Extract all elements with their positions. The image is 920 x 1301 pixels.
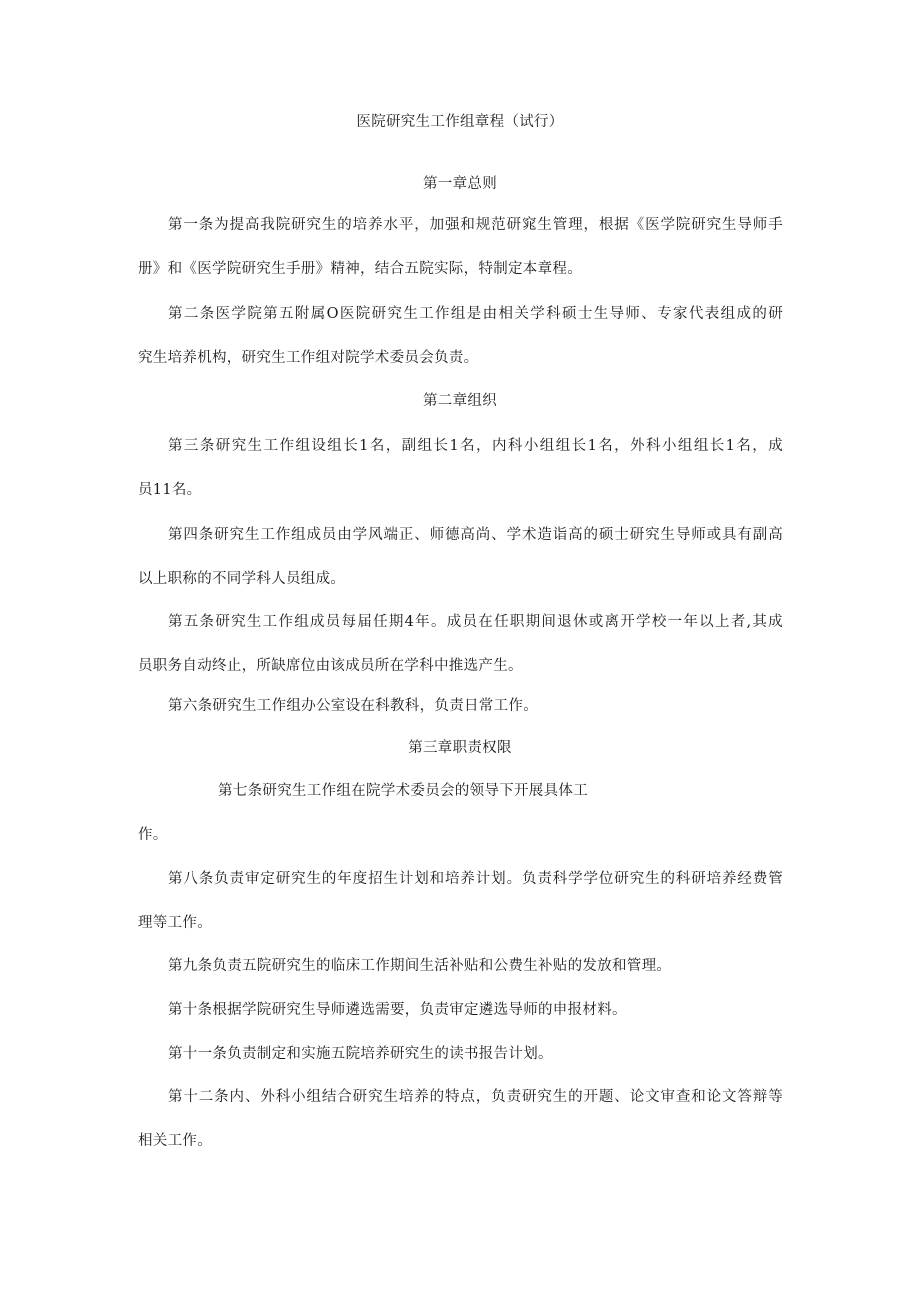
article-8-line-2: 理等工作。 bbox=[138, 915, 212, 931]
article-7-line-2: 作。 bbox=[138, 827, 168, 843]
article-4-line-2: 以上职称的不同学科人员组成。 bbox=[138, 571, 346, 587]
article-4-line-1: 第四条研究生工作组成员由学风端正、师德高尚、学术造诣高的硕士研究生导师或具有副高 bbox=[168, 527, 783, 543]
document-title: 医院研究生工作组章程（试行） bbox=[356, 114, 564, 130]
article-3-line-1: 第三条研究生工作组设组长1名，副组长1名，内科小组组长1名，外科小组组长1名，成 bbox=[168, 438, 783, 454]
article-11-line-1: 第十一条负责制定和实施五院培养研究生的读书报告计划。 bbox=[168, 1046, 553, 1062]
article-2-line-2: 究生培养机构，研究生工作组对院学术委员会负责。 bbox=[138, 350, 479, 366]
article-9-line-1: 第九条负责五院研究生的临床工作期间生活补贴和公费生补贴的发放和管理。 bbox=[168, 958, 672, 974]
article-7-line-1: 第七条研究生工作组在院学术委员会的领导下开展具体工 bbox=[218, 783, 588, 799]
article-12-line-2: 相关工作。 bbox=[138, 1133, 212, 1149]
article-1-line-2: 册》和《医学院研究生手册》精神，结合五院实际，特制定本章程。 bbox=[138, 261, 582, 277]
article-3-line-2: 员11名。 bbox=[138, 482, 202, 498]
article-12-line-1: 第十二条内、外科小组结合研究生培养的特点，负责研究生的开题、论文审查和论文答辩等 bbox=[168, 1089, 783, 1105]
article-2-line-1: 第二条医学院第五附属O医院研究生工作组是由相关学科硕士生导师、专家代表组成的研 bbox=[168, 306, 783, 322]
article-8-line-1: 第八条负责审定研究生的年度招生计划和培养计划。负责科学学位研究生的科研培养经费管 bbox=[168, 871, 783, 887]
chapter-1-heading: 第一章总则 bbox=[423, 176, 497, 192]
chapter-3-heading: 第三章职责权限 bbox=[408, 740, 512, 756]
article-5-line-2: 员职务自动终止，所缺席位由该成员所在学科中推选产生。 bbox=[138, 658, 523, 674]
article-10-line-1: 第十条根据学院研究生导师遴选需要，负责审定遴选导师的申报材料。 bbox=[168, 1002, 627, 1018]
article-5-line-1: 第五条研究生工作组成员每届任期4年。成员在任职期间退休或离开学校一年以上者,其成 bbox=[168, 614, 783, 630]
chapter-2-heading: 第二章组织 bbox=[423, 393, 497, 409]
article-1-line-1: 第一条为提高我院研究生的培养水平，加强和规范研窕生管理，根据《医学院研究生导师手 bbox=[168, 217, 783, 233]
article-6-line-1: 第六条研究生工作组办公室设在科教科，负责日常工作。 bbox=[168, 698, 538, 714]
